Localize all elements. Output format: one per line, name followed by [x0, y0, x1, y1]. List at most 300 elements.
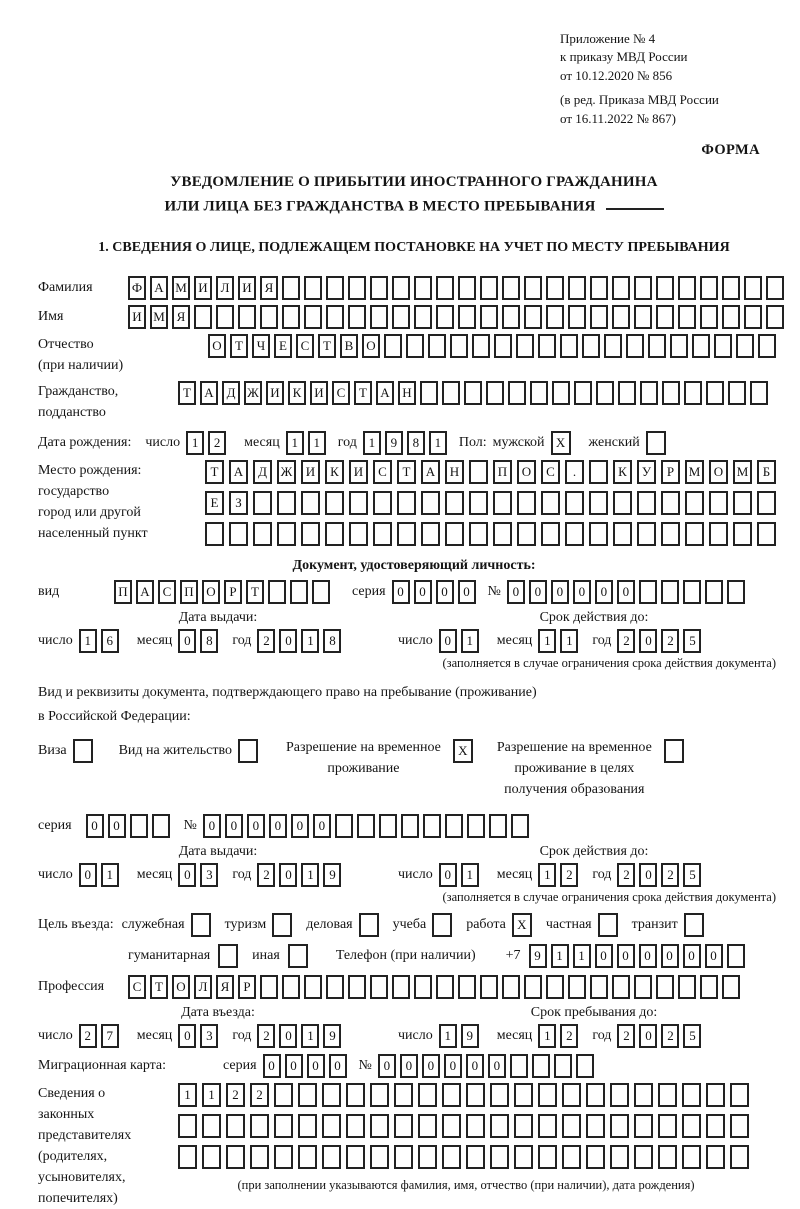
char-cell[interactable] [661, 522, 680, 546]
char-cell[interactable] [560, 334, 578, 358]
char-cell[interactable]: А [136, 580, 154, 604]
char-cell[interactable] [346, 1114, 365, 1138]
char-cell[interactable]: И [266, 381, 284, 405]
char-cell[interactable] [458, 276, 476, 300]
char-cell[interactable] [418, 1114, 437, 1138]
char-cell[interactable] [596, 381, 614, 405]
char-cell[interactable] [634, 1145, 653, 1169]
char-cell[interactable] [586, 1114, 605, 1138]
char-cell[interactable]: 5 [683, 1024, 701, 1048]
char-cell[interactable]: И [128, 305, 146, 329]
char-cell[interactable]: К [288, 381, 306, 405]
char-cell[interactable]: И [301, 460, 320, 484]
char-cell[interactable] [428, 334, 446, 358]
char-cell[interactable] [466, 1145, 485, 1169]
char-cell[interactable] [562, 1114, 581, 1138]
char-cell[interactable] [637, 522, 656, 546]
char-cell[interactable]: Л [194, 975, 212, 999]
char-cell[interactable] [370, 1114, 389, 1138]
char-cell[interactable] [510, 1054, 528, 1078]
char-cell[interactable]: 5 [683, 863, 701, 887]
char-cell[interactable] [700, 305, 718, 329]
char-cell[interactable] [656, 276, 674, 300]
char-cell[interactable] [152, 814, 170, 838]
char-cell[interactable] [325, 491, 344, 515]
char-cell[interactable] [705, 580, 723, 604]
char-cell[interactable] [538, 1145, 557, 1169]
char-cell[interactable]: 2 [617, 629, 635, 653]
char-cell[interactable]: Р [224, 580, 242, 604]
char-cell[interactable] [524, 305, 542, 329]
char-cell[interactable] [634, 975, 652, 999]
char-cell[interactable] [728, 381, 746, 405]
char-cell[interactable] [733, 491, 752, 515]
char-cell[interactable] [493, 522, 512, 546]
char-cell[interactable]: С [128, 975, 146, 999]
char-cell[interactable] [253, 522, 272, 546]
char-cell[interactable] [418, 1083, 437, 1107]
char-cell[interactable]: 0 [392, 580, 410, 604]
char-cell[interactable]: 0 [639, 629, 657, 653]
char-cell[interactable] [508, 381, 526, 405]
char-cell[interactable] [282, 975, 300, 999]
char-cell[interactable] [298, 1083, 317, 1107]
char-cell[interactable] [658, 1145, 677, 1169]
char-cell[interactable]: 2 [560, 1024, 578, 1048]
char-cell[interactable]: 2 [226, 1083, 245, 1107]
char-cell[interactable] [445, 522, 464, 546]
char-cell[interactable] [524, 276, 542, 300]
char-cell[interactable] [394, 1083, 413, 1107]
char-cell[interactable]: 0 [439, 629, 457, 653]
char-cell[interactable]: 0 [444, 1054, 462, 1078]
char-cell[interactable]: 0 [285, 1054, 303, 1078]
char-cell[interactable]: 0 [507, 580, 525, 604]
char-cell[interactable]: С [158, 580, 176, 604]
char-cell[interactable] [445, 814, 463, 838]
char-cell[interactable] [576, 1054, 594, 1078]
char-cell[interactable] [274, 1114, 293, 1138]
char-cell[interactable]: Т [354, 381, 372, 405]
char-cell[interactable] [685, 491, 704, 515]
char-cell[interactable]: М [685, 460, 704, 484]
char-cell[interactable]: 9 [461, 1024, 479, 1048]
char-cell[interactable]: Т [150, 975, 168, 999]
char-cell[interactable] [730, 1145, 749, 1169]
char-cell[interactable]: 1 [538, 1024, 556, 1048]
char-cell[interactable] [678, 305, 696, 329]
char-cell[interactable] [480, 305, 498, 329]
char-cell[interactable]: 0 [269, 814, 287, 838]
char-cell[interactable]: 0 [422, 1054, 440, 1078]
char-cell[interactable]: 0 [617, 944, 635, 968]
char-cell[interactable] [335, 814, 353, 838]
char-cell[interactable] [268, 580, 286, 604]
char-cell[interactable] [565, 491, 584, 515]
char-cell[interactable] [714, 334, 732, 358]
char-cell[interactable] [706, 1083, 725, 1107]
char-cell[interactable]: 2 [257, 1024, 275, 1048]
char-cell[interactable] [661, 580, 679, 604]
char-cell[interactable] [538, 334, 556, 358]
char-cell[interactable] [414, 975, 432, 999]
char-cell[interactable]: 1 [429, 431, 447, 455]
char-cell[interactable] [590, 305, 608, 329]
char-cell[interactable] [272, 913, 292, 937]
char-cell[interactable]: 0 [458, 580, 476, 604]
char-cell[interactable] [502, 305, 520, 329]
char-cell[interactable] [466, 1114, 485, 1138]
char-cell[interactable] [546, 975, 564, 999]
char-cell[interactable]: С [296, 334, 314, 358]
char-cell[interactable]: И [194, 276, 212, 300]
char-cell[interactable] [445, 491, 464, 515]
char-cell[interactable]: 0 [279, 1024, 297, 1048]
char-cell[interactable]: А [421, 460, 440, 484]
char-cell[interactable]: X [512, 913, 532, 937]
char-cell[interactable]: 1 [551, 944, 569, 968]
char-cell[interactable]: 0 [551, 580, 569, 604]
char-cell[interactable]: 0 [329, 1054, 347, 1078]
char-cell[interactable] [298, 1145, 317, 1169]
char-cell[interactable] [277, 522, 296, 546]
char-cell[interactable]: 1 [461, 863, 479, 887]
char-cell[interactable] [301, 522, 320, 546]
char-cell[interactable]: 2 [250, 1083, 269, 1107]
char-cell[interactable]: К [325, 460, 344, 484]
char-cell[interactable] [664, 739, 684, 763]
char-cell[interactable] [750, 381, 768, 405]
char-cell[interactable] [730, 1114, 749, 1138]
char-cell[interactable]: 0 [203, 814, 221, 838]
char-cell[interactable] [304, 975, 322, 999]
char-cell[interactable] [682, 1114, 701, 1138]
char-cell[interactable] [359, 913, 379, 937]
char-cell[interactable] [709, 491, 728, 515]
char-cell[interactable] [541, 522, 560, 546]
char-cell[interactable] [202, 1145, 221, 1169]
char-cell[interactable] [700, 276, 718, 300]
char-cell[interactable]: С [541, 460, 560, 484]
char-cell[interactable] [421, 491, 440, 515]
char-cell[interactable]: 0 [529, 580, 547, 604]
char-cell[interactable] [524, 975, 542, 999]
char-cell[interactable] [658, 1083, 677, 1107]
char-cell[interactable] [612, 305, 630, 329]
char-cell[interactable] [574, 381, 592, 405]
char-cell[interactable]: 1 [439, 1024, 457, 1048]
char-cell[interactable]: 0 [313, 814, 331, 838]
char-cell[interactable] [467, 814, 485, 838]
char-cell[interactable]: 9 [323, 1024, 341, 1048]
char-cell[interactable] [326, 276, 344, 300]
char-cell[interactable] [670, 334, 688, 358]
char-cell[interactable] [370, 1145, 389, 1169]
char-cell[interactable] [598, 913, 618, 937]
char-cell[interactable] [613, 522, 632, 546]
char-cell[interactable] [373, 522, 392, 546]
char-cell[interactable] [322, 1083, 341, 1107]
char-cell[interactable] [517, 491, 536, 515]
char-cell[interactable] [637, 491, 656, 515]
char-cell[interactable]: 2 [661, 863, 679, 887]
char-cell[interactable] [370, 276, 388, 300]
char-cell[interactable]: А [200, 381, 218, 405]
char-cell[interactable] [480, 276, 498, 300]
char-cell[interactable]: Ж [244, 381, 262, 405]
char-cell[interactable]: 0 [573, 580, 591, 604]
char-cell[interactable] [568, 305, 586, 329]
char-cell[interactable] [282, 276, 300, 300]
char-cell[interactable]: 2 [257, 629, 275, 653]
char-cell[interactable] [466, 1083, 485, 1107]
char-cell[interactable] [610, 1145, 629, 1169]
char-cell[interactable]: О [202, 580, 220, 604]
char-cell[interactable] [757, 491, 776, 515]
char-cell[interactable] [260, 305, 278, 329]
char-cell[interactable]: 2 [560, 863, 578, 887]
char-cell[interactable]: Л [216, 276, 234, 300]
char-cell[interactable] [634, 305, 652, 329]
char-cell[interactable]: 2 [617, 863, 635, 887]
char-cell[interactable]: 1 [79, 629, 97, 653]
char-cell[interactable] [325, 522, 344, 546]
char-cell[interactable]: Е [205, 491, 224, 515]
char-cell[interactable] [392, 305, 410, 329]
char-cell[interactable]: 8 [407, 431, 425, 455]
char-cell[interactable] [656, 975, 674, 999]
char-cell[interactable] [348, 305, 366, 329]
char-cell[interactable] [191, 913, 211, 937]
char-cell[interactable] [322, 1145, 341, 1169]
char-cell[interactable]: 0 [279, 863, 297, 887]
char-cell[interactable]: Я [260, 276, 278, 300]
char-cell[interactable] [436, 276, 454, 300]
char-cell[interactable] [458, 975, 476, 999]
char-cell[interactable]: П [114, 580, 132, 604]
char-cell[interactable]: М [172, 276, 190, 300]
char-cell[interactable] [216, 305, 234, 329]
char-cell[interactable]: П [493, 460, 512, 484]
char-cell[interactable] [590, 975, 608, 999]
char-cell[interactable]: З [229, 491, 248, 515]
char-cell[interactable]: 2 [661, 629, 679, 653]
char-cell[interactable] [758, 334, 776, 358]
char-cell[interactable] [277, 491, 296, 515]
char-cell[interactable] [684, 381, 702, 405]
char-cell[interactable]: 9 [323, 863, 341, 887]
char-cell[interactable] [304, 305, 322, 329]
char-cell[interactable]: 0 [639, 863, 657, 887]
char-cell[interactable] [493, 491, 512, 515]
char-cell[interactable] [514, 1083, 533, 1107]
char-cell[interactable] [766, 305, 784, 329]
char-cell[interactable] [562, 1145, 581, 1169]
char-cell[interactable] [562, 1083, 581, 1107]
char-cell[interactable] [178, 1114, 197, 1138]
char-cell[interactable]: 0 [178, 629, 196, 653]
char-cell[interactable] [250, 1145, 269, 1169]
char-cell[interactable]: 1 [301, 629, 319, 653]
char-cell[interactable] [178, 1145, 197, 1169]
char-cell[interactable] [357, 814, 375, 838]
char-cell[interactable] [414, 305, 432, 329]
char-cell[interactable] [346, 1083, 365, 1107]
char-cell[interactable] [634, 1114, 653, 1138]
char-cell[interactable]: 8 [200, 629, 218, 653]
char-cell[interactable] [394, 1114, 413, 1138]
char-cell[interactable] [469, 460, 488, 484]
char-cell[interactable] [442, 381, 460, 405]
char-cell[interactable] [406, 334, 424, 358]
char-cell[interactable]: 0 [247, 814, 265, 838]
char-cell[interactable] [274, 1083, 293, 1107]
char-cell[interactable] [554, 1054, 572, 1078]
char-cell[interactable]: 1 [286, 431, 304, 455]
char-cell[interactable] [661, 491, 680, 515]
char-cell[interactable]: 0 [661, 944, 679, 968]
char-cell[interactable] [458, 305, 476, 329]
char-cell[interactable] [568, 975, 586, 999]
char-cell[interactable]: Е [274, 334, 292, 358]
char-cell[interactable]: Б [757, 460, 776, 484]
char-cell[interactable]: 0 [639, 1024, 657, 1048]
char-cell[interactable]: Т [230, 334, 248, 358]
char-cell[interactable] [322, 1114, 341, 1138]
char-cell[interactable] [394, 1145, 413, 1169]
char-cell[interactable]: Р [661, 460, 680, 484]
char-cell[interactable] [744, 305, 762, 329]
char-cell[interactable]: 0 [307, 1054, 325, 1078]
char-cell[interactable] [420, 381, 438, 405]
char-cell[interactable] [658, 1114, 677, 1138]
char-cell[interactable] [586, 1145, 605, 1169]
char-cell[interactable]: 1 [538, 863, 556, 887]
char-cell[interactable]: С [332, 381, 350, 405]
char-cell[interactable]: 1 [573, 944, 591, 968]
char-cell[interactable]: 2 [661, 1024, 679, 1048]
char-cell[interactable]: 0 [86, 814, 104, 838]
char-cell[interactable] [532, 1054, 550, 1078]
char-cell[interactable] [379, 814, 397, 838]
char-cell[interactable]: 0 [466, 1054, 484, 1078]
char-cell[interactable] [589, 491, 608, 515]
char-cell[interactable] [744, 276, 762, 300]
char-cell[interactable]: 8 [323, 629, 341, 653]
char-cell[interactable]: 9 [529, 944, 547, 968]
char-cell[interactable]: 1 [308, 431, 326, 455]
char-cell[interactable] [514, 1114, 533, 1138]
char-cell[interactable] [260, 975, 278, 999]
char-cell[interactable]: 0 [436, 580, 454, 604]
char-cell[interactable] [684, 913, 704, 937]
char-cell[interactable]: 0 [279, 629, 297, 653]
char-cell[interactable]: 1 [538, 629, 556, 653]
char-cell[interactable]: Я [216, 975, 234, 999]
char-cell[interactable] [722, 276, 740, 300]
char-cell[interactable]: 1 [101, 863, 119, 887]
char-cell[interactable] [304, 276, 322, 300]
char-cell[interactable] [709, 522, 728, 546]
char-cell[interactable] [613, 491, 632, 515]
char-cell[interactable]: 0 [178, 863, 196, 887]
char-cell[interactable]: 6 [101, 629, 119, 653]
char-cell[interactable] [727, 944, 745, 968]
char-cell[interactable] [326, 305, 344, 329]
char-cell[interactable]: В [340, 334, 358, 358]
char-cell[interactable] [282, 305, 300, 329]
char-cell[interactable] [397, 522, 416, 546]
char-cell[interactable] [722, 975, 740, 999]
char-cell[interactable]: 0 [595, 580, 613, 604]
char-cell[interactable] [489, 814, 507, 838]
char-cell[interactable] [370, 975, 388, 999]
char-cell[interactable] [490, 1083, 509, 1107]
char-cell[interactable]: О [517, 460, 536, 484]
char-cell[interactable] [538, 1114, 557, 1138]
char-cell[interactable] [589, 460, 608, 484]
char-cell[interactable] [250, 1114, 269, 1138]
char-cell[interactable] [229, 522, 248, 546]
char-cell[interactable] [586, 1083, 605, 1107]
char-cell[interactable]: 0 [705, 944, 723, 968]
char-cell[interactable]: 0 [639, 944, 657, 968]
char-cell[interactable] [502, 975, 520, 999]
char-cell[interactable]: К [613, 460, 632, 484]
char-cell[interactable] [130, 814, 148, 838]
char-cell[interactable] [517, 522, 536, 546]
char-cell[interactable] [392, 975, 410, 999]
char-cell[interactable] [226, 1114, 245, 1138]
char-cell[interactable]: Ж [277, 460, 296, 484]
char-cell[interactable]: 9 [385, 431, 403, 455]
char-cell[interactable]: И [310, 381, 328, 405]
char-cell[interactable] [730, 1083, 749, 1107]
char-cell[interactable]: 2 [617, 1024, 635, 1048]
char-cell[interactable] [442, 1145, 461, 1169]
char-cell[interactable]: Т [318, 334, 336, 358]
char-cell[interactable]: А [150, 276, 168, 300]
char-cell[interactable] [683, 580, 701, 604]
char-cell[interactable]: 0 [79, 863, 97, 887]
char-cell[interactable] [678, 276, 696, 300]
char-cell[interactable]: 0 [595, 944, 613, 968]
char-cell[interactable] [612, 276, 630, 300]
char-cell[interactable]: Д [222, 381, 240, 405]
char-cell[interactable] [618, 381, 636, 405]
char-cell[interactable]: А [229, 460, 248, 484]
char-cell[interactable] [301, 491, 320, 515]
char-cell[interactable] [288, 944, 308, 968]
char-cell[interactable] [511, 814, 529, 838]
char-cell[interactable]: Т [246, 580, 264, 604]
char-cell[interactable]: 0 [439, 863, 457, 887]
char-cell[interactable] [682, 1145, 701, 1169]
char-cell[interactable] [568, 276, 586, 300]
char-cell[interactable]: 1 [301, 863, 319, 887]
char-cell[interactable]: 1 [178, 1083, 197, 1107]
char-cell[interactable] [727, 580, 745, 604]
char-cell[interactable]: О [709, 460, 728, 484]
char-cell[interactable] [349, 522, 368, 546]
char-cell[interactable] [218, 944, 238, 968]
char-cell[interactable] [538, 1083, 557, 1107]
char-cell[interactable] [312, 580, 330, 604]
char-cell[interactable]: 2 [257, 863, 275, 887]
char-cell[interactable]: 0 [617, 580, 635, 604]
char-cell[interactable]: 0 [378, 1054, 396, 1078]
char-cell[interactable]: 7 [101, 1024, 119, 1048]
